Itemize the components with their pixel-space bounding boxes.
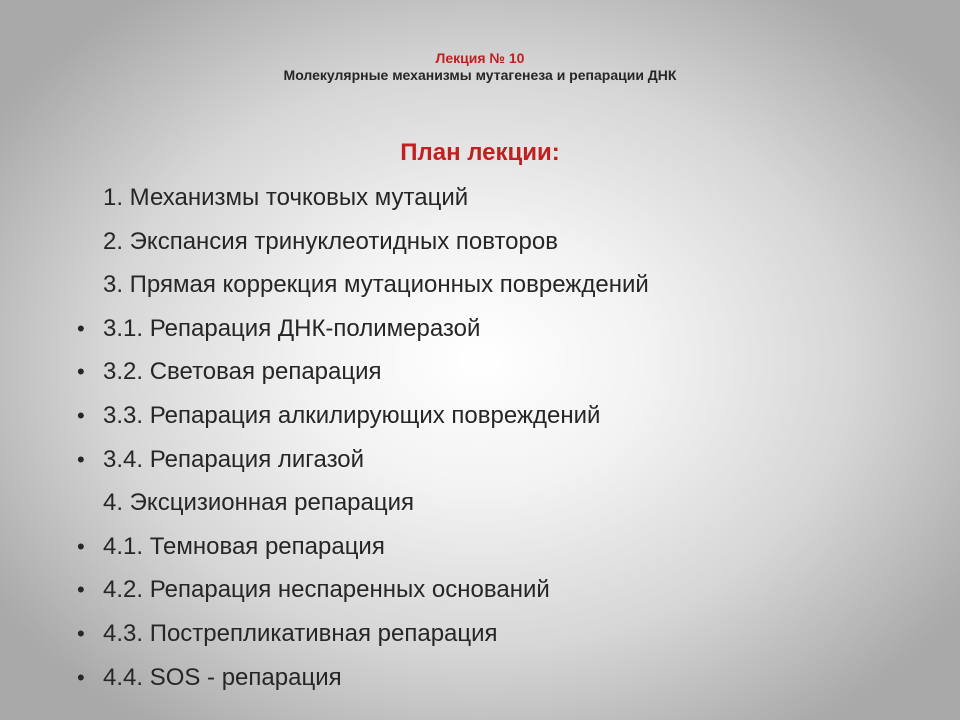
plan-heading: План лекции: — [400, 139, 560, 166]
list-item-text: 1. Механизмы точковых мутаций — [103, 184, 469, 211]
lecture-topic: Молекулярные механизмы мутагенеза и репарации ДНК — [283, 67, 677, 83]
list-item — [77, 307, 937, 351]
list-item-text: 3.3. Репарация алкилирующих повреждений — [103, 401, 601, 429]
list-item — [77, 176, 937, 220]
list-item-text: 4.4. SOS - репарация — [103, 663, 342, 691]
list-item — [77, 525, 937, 569]
bullet-icon: • — [77, 533, 85, 559]
list-item — [77, 220, 937, 264]
list-item — [77, 350, 937, 394]
slide-title — [0, 50, 960, 84]
list-item-text: 3. Прямая коррекция мутационных повреждений — [103, 271, 649, 299]
list-item — [77, 568, 937, 612]
bullet-icon: • — [77, 359, 85, 385]
bullet-icon: • — [77, 664, 85, 690]
list-item-text: 3.4. Репарация лигазой — [103, 445, 365, 473]
lecture-number: Лекция № 10 — [435, 50, 525, 66]
bullet-icon: • — [77, 577, 85, 603]
list-item-text: 4.3. Пострепликативная репарация — [103, 619, 498, 647]
list-item-text: 3.1. Репарация ДНК-полимеразой — [103, 314, 481, 342]
bullet-icon: • — [77, 402, 85, 428]
bullet-icon: • — [77, 315, 85, 341]
plan-list — [77, 176, 937, 699]
list-item — [77, 263, 937, 307]
list-item-text: 3.2. Световая репарация — [103, 358, 382, 386]
list-item-text: 4.2. Репарация неспаренных оснований — [103, 576, 550, 604]
list-item-text: 4. Эксцизионная репарация — [103, 489, 415, 517]
list-item — [77, 438, 937, 482]
list-item — [77, 612, 937, 656]
list-item-text: 2. Экспансия тринуклеотидных повторов — [103, 227, 558, 255]
list-item-text: 4.1. Темновая репарация — [103, 532, 385, 560]
bullet-icon: • — [77, 620, 85, 646]
list-item — [77, 481, 937, 525]
list-item — [77, 394, 937, 438]
bullet-icon: • — [77, 446, 85, 472]
list-item — [77, 656, 937, 700]
